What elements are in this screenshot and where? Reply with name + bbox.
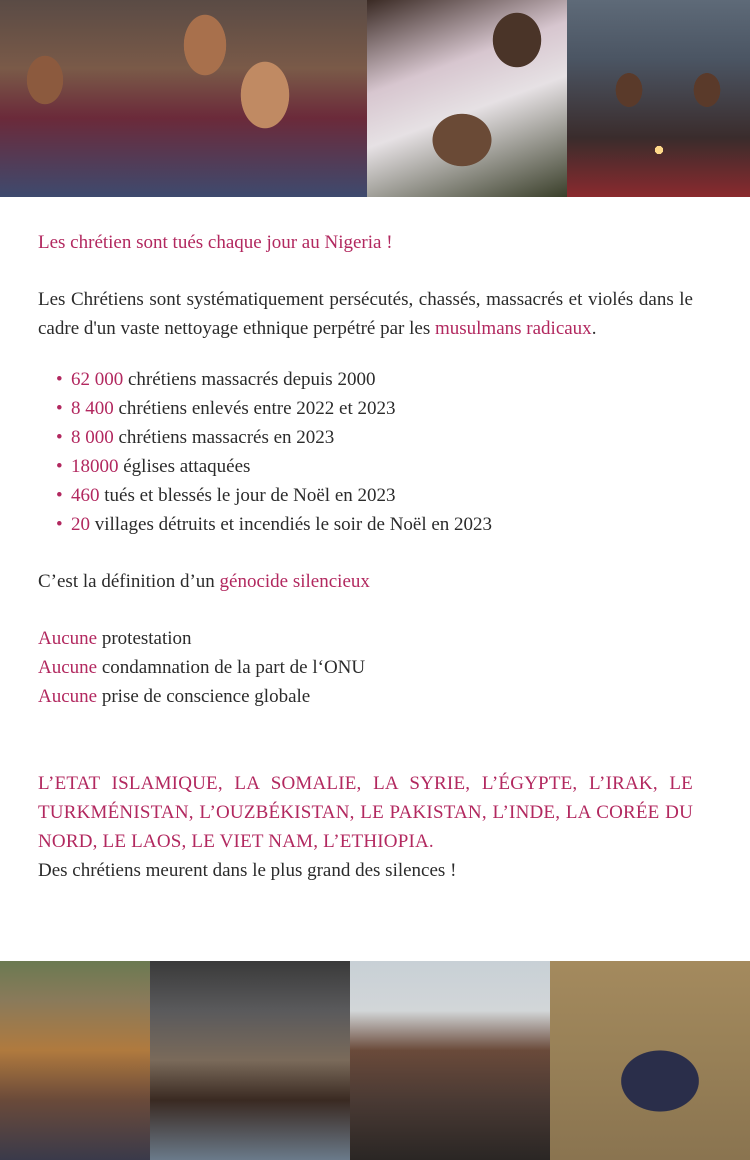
bullet-icon: • — [56, 398, 63, 419]
definition-highlight: génocide silencieux — [219, 571, 370, 592]
list-item — [56, 394, 693, 423]
countries-list: L’ETAT ISLAMIQUE, LA SOMALIE, LA SYRIE, L’ÉGYPTE, L’IRAK, LE TURKMÉNISTAN, L’OUZBÉKISTAN, LE PAKISTAN, L’INDE, LA CORÉE DU NORD, LE LAOS, LE VIET NAM, L’ETHIOPIA. — [38, 773, 693, 852]
stat-number: 8 000 — [71, 427, 114, 448]
aucune-word: Aucune — [38, 657, 98, 678]
list-item — [56, 365, 693, 394]
headline: Les chrétien sont tués chaque jour au Nigeria ! — [38, 232, 393, 253]
bullet-icon: • — [56, 456, 63, 477]
photo-girls-with-candles — [567, 0, 750, 197]
intro-end: . — [591, 318, 597, 339]
photo-crowd-at-grave — [0, 961, 150, 1160]
stat-text: chrétiens massacrés en 2023 — [118, 427, 335, 448]
intro-paragraph — [38, 285, 693, 343]
aucune-text: condamnation de la part de l‘ONU — [101, 657, 366, 678]
aucune-line — [38, 624, 693, 653]
stat-number: 20 — [71, 514, 90, 535]
photo-grieving-woman — [367, 0, 567, 197]
list-item — [56, 481, 693, 510]
bullet-icon: • — [56, 485, 63, 506]
aucune-line — [38, 653, 693, 682]
stat-text: villages détruits et incendiés le soir de Noël en 2023 — [94, 514, 493, 535]
photo-women-mourning — [0, 0, 367, 197]
article-body — [38, 228, 693, 885]
stat-text: chrétiens massacrés depuis 2000 — [128, 369, 376, 390]
stat-number: 18000 — [71, 456, 119, 477]
aucune-text: protestation — [101, 628, 192, 649]
bullet-icon: • — [56, 369, 63, 390]
top-photo-strip — [0, 0, 750, 197]
definition-line — [38, 567, 693, 596]
intro-text: Les Chrétiens sont systématiquement persécutés, chassés, massacrés et violés dans le cadre d'un vaste nettoyage ethnique perpétré par les — [38, 289, 693, 339]
bullet-icon: • — [56, 514, 63, 535]
photo-destroyed-debris — [350, 961, 550, 1160]
aucune-word: Aucune — [38, 628, 98, 649]
list-item — [56, 423, 693, 452]
list-item — [56, 452, 693, 481]
stats-list — [38, 365, 693, 539]
bullet-icon: • — [56, 427, 63, 448]
closing-line: Des chrétiens meurent dans le plus grand des silences ! — [38, 860, 457, 881]
stat-number: 460 — [71, 485, 100, 506]
aucune-line — [38, 682, 693, 711]
list-item — [56, 510, 693, 539]
stat-number: 62 000 — [71, 369, 124, 390]
stat-text: chrétiens enlevés entre 2022 et 2023 — [118, 398, 396, 419]
definition-text: C’est la définition d’un — [38, 571, 215, 592]
photo-aerial-crowd — [550, 961, 750, 1160]
aucune-list — [38, 624, 693, 711]
intro-highlight: musulmans radicaux — [434, 318, 592, 339]
aucune-text: prise de conscience globale — [101, 686, 311, 707]
aucune-word: Aucune — [38, 686, 98, 707]
stat-text: églises attaquées — [123, 456, 251, 477]
bottom-photo-strip — [0, 961, 750, 1160]
stat-text: tués et blessés le jour de Noël en 2023 — [104, 485, 396, 506]
photo-burned-building — [150, 961, 350, 1160]
stat-number: 8 400 — [71, 398, 114, 419]
